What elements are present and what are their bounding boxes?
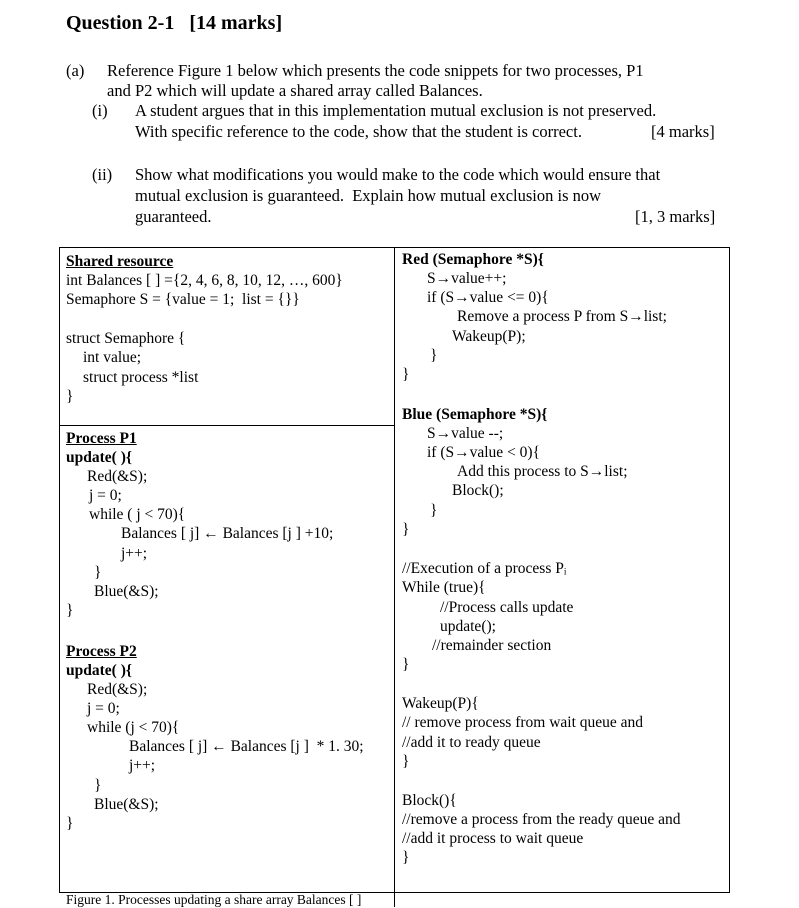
exec-line-5: //remainder section	[432, 637, 552, 654]
part-ii-line-3: guaranteed.	[135, 207, 212, 226]
p1-assign: Balances [ j] ← Balances [j ] +10;	[121, 525, 334, 542]
red-line-5: }	[430, 347, 438, 364]
blue-params: (Semaphore *S){	[432, 406, 548, 423]
p1-while: while ( j < 70){	[89, 506, 186, 523]
part-ii-label: (ii)	[92, 165, 113, 184]
question-title: Question 2-1 [14 marks]	[66, 12, 283, 34]
red-signature	[402, 250, 544, 269]
part-a-line-2: and P2 which will update a shared array called Balances.	[107, 81, 483, 100]
struct-semaphore-close: }	[66, 388, 74, 405]
red-line-2: if (S→value <= 0){	[427, 289, 549, 306]
part-i-label: (i)	[92, 101, 108, 120]
p1-close: }	[66, 602, 74, 619]
blue-name: Blue	[402, 406, 433, 423]
wakeup-line-2: // remove process from wait queue and	[402, 714, 644, 731]
struct-semaphore-open: struct Semaphore {	[66, 330, 186, 347]
figure-column-divider	[394, 247, 395, 907]
exec-line-1: //Execution of a process Pᵢ	[402, 560, 567, 577]
blue-line-2: if (S→value < 0){	[427, 444, 541, 461]
p2-increment: j++;	[129, 757, 156, 774]
part-ii-marks: [1, 3 marks]	[635, 207, 716, 226]
p1-blue-call: Blue(&S);	[94, 583, 159, 600]
figure-caption: Figure 1. Processes updating a share array Balances [ ]	[66, 892, 362, 907]
part-i-marks: [4 marks]	[651, 122, 715, 141]
red-name: Red	[402, 251, 429, 268]
struct-int-value: int value;	[83, 349, 142, 366]
wakeup-line-3: //add it to ready queue	[402, 734, 541, 751]
figure-row-divider	[59, 425, 394, 426]
process-p2-heading: Process P2	[66, 643, 137, 660]
p1-update-signature: update( ){	[66, 449, 132, 466]
p2-update-signature: update( ){	[66, 662, 132, 679]
red-line-3: Remove a process P from S→list;	[457, 308, 667, 325]
p1-increment: j++;	[121, 545, 148, 562]
red-line-1: S→value++;	[427, 270, 507, 287]
blue-line-4: Block();	[452, 482, 504, 499]
p2-close: }	[66, 815, 74, 832]
p2-red-call: Red(&S);	[87, 681, 148, 698]
p2-while: while (j < 70){	[87, 719, 180, 736]
part-i-line-2: With specific reference to the code, show that the student is correct.	[135, 122, 582, 141]
exec-line-3: //Process calls update	[440, 599, 574, 616]
shared-balances-decl: int Balances [ ] ={2, 4, 6, 8, 10, 12, …, 600}	[66, 272, 343, 289]
p2-assign: Balances [ j] ← Balances [j ] * 1. 30;	[129, 738, 364, 755]
exec-line-2: While (true){	[402, 579, 486, 596]
block-line-2: //remove a process from the ready queue and	[402, 811, 681, 828]
shared-resource-heading: Shared resource	[66, 253, 174, 270]
p2-j-init: j = 0;	[87, 700, 120, 717]
struct-process-list: struct process *list	[83, 369, 199, 386]
blue-line-3: Add this process to S→list;	[457, 463, 628, 480]
p1-red-call: Red(&S);	[87, 468, 148, 485]
wakeup-line-1: Wakeup(P){	[402, 695, 479, 712]
red-params: (Semaphore *S){	[428, 251, 544, 268]
block-line-1: Block(){	[402, 792, 457, 809]
p1-while-close: }	[94, 564, 102, 581]
wakeup-line-4: }	[402, 753, 410, 770]
exec-line-6: }	[402, 656, 410, 673]
part-i-line-1: A student argues that in this implementation mutual exclusion is not preserved.	[135, 101, 657, 120]
part-ii-line-2: mutual exclusion is guaranteed. Explain how mutual exclusion is now	[135, 186, 602, 205]
blue-signature	[402, 405, 547, 424]
part-a-label: (a)	[66, 61, 85, 80]
part-ii-line-1: Show what modifications you would make to the code which would ensure that	[135, 165, 661, 184]
red-line-6: }	[402, 366, 410, 383]
p2-while-close: }	[94, 777, 102, 794]
process-p1-heading: Process P1	[66, 430, 137, 447]
block-line-4: }	[402, 849, 410, 866]
block-line-3: //add it process to wait queue	[402, 830, 584, 847]
blue-line-1: S→value --;	[427, 425, 504, 442]
red-line-4: Wakeup(P);	[452, 328, 526, 345]
p2-blue-call: Blue(&S);	[94, 796, 159, 813]
p1-j-init: j = 0;	[89, 487, 122, 504]
blue-line-5: }	[430, 502, 438, 519]
blue-line-6: }	[402, 521, 410, 538]
exec-line-4: update();	[440, 618, 496, 635]
part-a-line-1: Reference Figure 1 below which presents the code snippets for two processes, P1	[107, 61, 644, 80]
shared-semaphore-decl: Semaphore S = {value = 1; list = {}}	[66, 291, 300, 308]
